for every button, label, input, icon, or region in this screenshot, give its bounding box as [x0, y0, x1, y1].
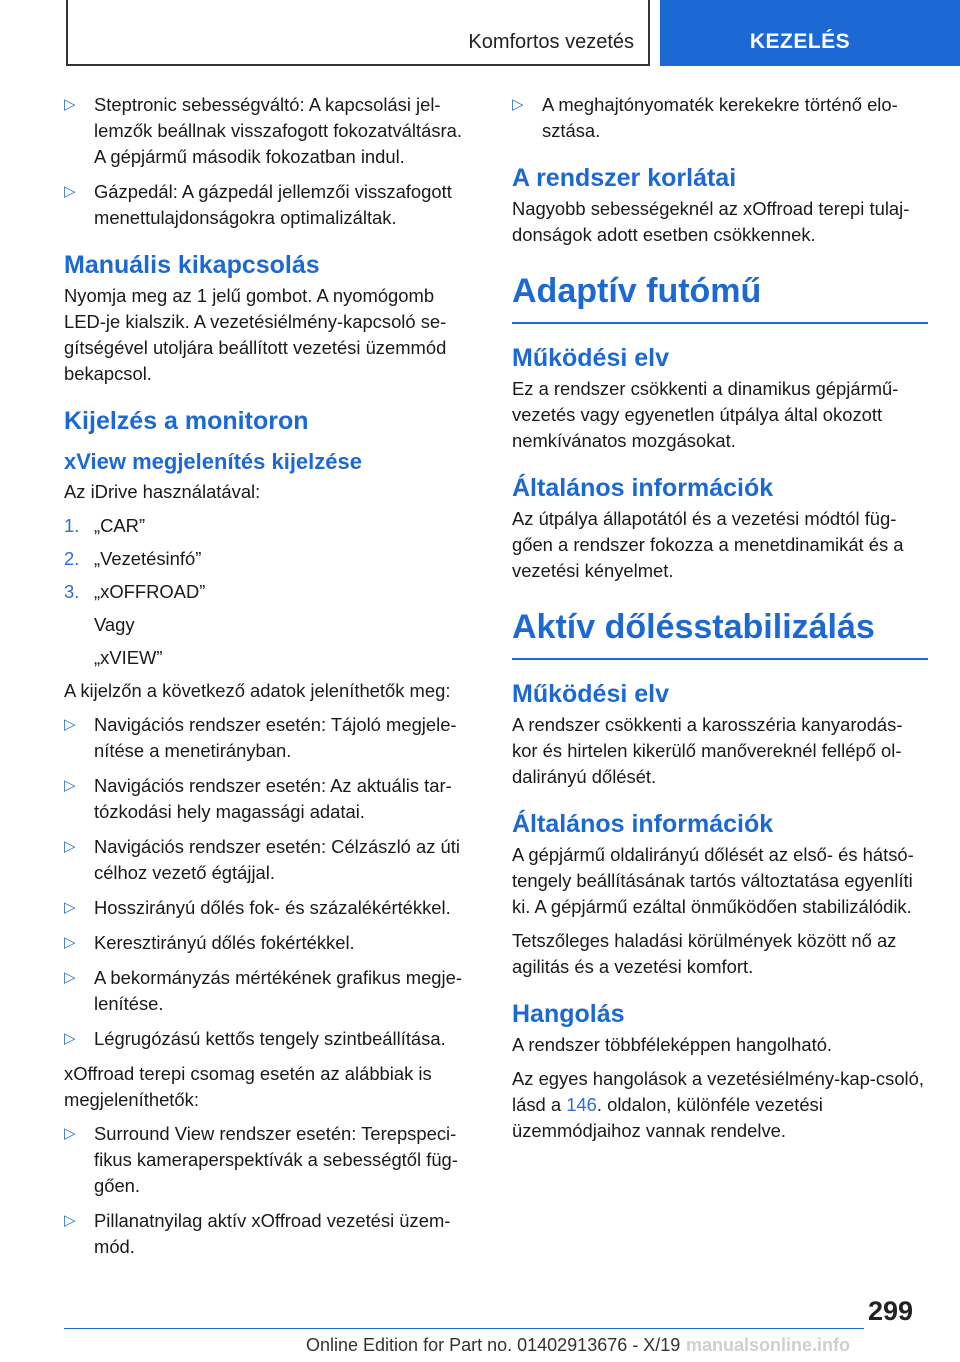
footer-edition-text: Online Edition for Part no. 01402913676 - X/19 [306, 1335, 681, 1355]
paragraph-data: A kijelzőn a következő adatok jeleníthetők meg: [64, 680, 451, 701]
heading-general-1: Általános információk [512, 474, 774, 502]
bullet-item: ▷ Keresztirányú dőlés fokértékkel. [64, 930, 476, 956]
bullet-item: ▷ Navigációs rendszer esetén: Tájoló megjele-nítése a menetirányban. [64, 714, 457, 761]
bullet-item: ▷ Hosszirányú dőlés fok- és százalékértékkel. [64, 895, 476, 921]
heading-adaptive-suspension: Adaptív futómű [512, 270, 928, 324]
right-column [512, 92, 928, 1152]
triangle-bullet-icon: ▷ [64, 1212, 76, 1229]
triangle-bullet-icon: ▷ [64, 899, 76, 916]
bullet-item: ▷ A meghajtónyomaték kerekekre történő elo-sztása. [512, 94, 898, 141]
bullet-item: ▷ Navigációs rendszer esetén: Az aktuális tar-tózkodási hely magassági adatai. [64, 775, 452, 822]
triangle-bullet-icon: ▷ [64, 934, 76, 951]
page-number: 299 [868, 1296, 914, 1326]
step-or: Vagy [94, 614, 135, 635]
step-item: 2. „Vezetésinfó” [64, 548, 202, 569]
step-item: 1. „CAR” [64, 515, 146, 536]
heading-tuning: Hangolás [512, 1000, 625, 1028]
bullet-item: ▷ Navigációs rendszer esetén: Célzászló az úti célhoz vezető égtájjal. [64, 836, 460, 883]
heading-general-2: Általános információk [512, 810, 774, 838]
paragraph-tuning-2: Az egyes hangolások a vezetésiélmény-kap-csoló, lásd a 146. oldalon, különféle vezetési üzemmódjaihoz vannak rendelve. [512, 1068, 924, 1141]
step-xview: „xVIEW” [94, 647, 163, 668]
heading-active-roll-stabilization: Aktív dőlésstabilizálás [512, 606, 928, 660]
bullet-item: ▷ Pillanatnyilag aktív xOffroad vezetési üzem-mód. [64, 1210, 451, 1257]
header-section-tab [660, 0, 960, 66]
paragraph-principle-2: A rendszer csökkenti a karosszéria kanyarodás-kor és hirtelen kikerülő manővereknél fellépő ol-dalirányú dőlését. [512, 714, 903, 787]
header-title-box [66, 0, 650, 66]
paragraph-limits: Nagyobb sebességeknél az xOffroad terepi tulaj-donságok adott esetben csökkennek. [512, 198, 910, 245]
triangle-bullet-icon: ▷ [64, 777, 76, 794]
bullet-item: ▷ A bekormányzás mértékének grafikus megje-lenítése. [64, 967, 462, 1014]
bullet-item: ▷ Légrugózású kettős tengely szintbeállítása. [64, 1026, 476, 1052]
left-column [64, 92, 476, 1269]
watermark: manualsonline.info [686, 1335, 851, 1355]
heading-principle-2: Működési elv [512, 680, 669, 708]
heading-display: Kijelzés a monitoron [64, 407, 309, 435]
paragraph-tuning-1: A rendszer többféleképpen hangolható. [512, 1034, 833, 1055]
triangle-bullet-icon: ▷ [64, 183, 76, 200]
paragraph-general-1: Az útpálya állapotától és a vezetési módtól füg-gően a rendszer fokozza a menetdinamikát és a vezetési kényelmet. [512, 508, 904, 581]
paragraph-manual-off: Nyomja meg az 1 jelű gombot. A nyomógomb LED-je kialszik. A vezetésiélmény-kapcsoló se-gítségével utoljára beállított vezetési üzemmód bekapcsol. [64, 285, 447, 384]
heading-principle-1: Működési elv [512, 344, 669, 372]
paragraph-principle-1: Ez a rendszer csökkenti a dinamikus gépjármű-vezetés vagy egyenetlen útpálya által okozott nemkívánatos mozgásokat. [512, 378, 899, 451]
paragraph-idrive: Az iDrive használatával: [64, 481, 261, 502]
triangle-bullet-icon: ▷ [64, 716, 76, 733]
footer-divider [64, 1328, 864, 1329]
header-section-label: KEZELÉS [749, 30, 851, 53]
page-reference-link[interactable]: 146 [566, 1094, 597, 1115]
triangle-bullet-icon: ▷ [64, 969, 76, 986]
triangle-bullet-icon: ▷ [64, 838, 76, 855]
step-item: 3. „xOFFROAD” [64, 581, 206, 602]
triangle-bullet-icon: ▷ [512, 96, 524, 113]
bullet-item: ▷ Gázpedál: A gázpedál jellemzői visszafogott menettulajdonságokra optimalizáltak. [64, 181, 452, 228]
paragraph-general-2b: Tetszőleges haladási körülmények között nő az agilitás és a vezetési komfort. [512, 930, 897, 977]
paragraph-xoffroad: xOffroad terepi csomag esetén az alábbiak is megjeleníthetők: [64, 1063, 432, 1110]
page-header [0, 0, 960, 66]
triangle-bullet-icon: ▷ [64, 96, 76, 113]
triangle-bullet-icon: ▷ [64, 1125, 76, 1142]
bullet-item: ▷ Steptronic sebességváltó: A kapcsolási jel-lemzők beállnak visszafogott fokozatváltásra. A gépjármű második fokozatban indul. [64, 94, 462, 167]
heading-xview: xView megjelenítés kijelzése [64, 449, 362, 474]
heading-manual-off: Manuális kikapcsolás [64, 251, 320, 279]
paragraph-general-2a: A gépjármű oldalirányú dőlését az első- és hátsó-tengely beállításának tartós változtatása egyenlíti ki. A gépjármű ezáltal önműködően stabilizálódik. [512, 844, 914, 917]
triangle-bullet-icon: ▷ [64, 1030, 76, 1047]
bullet-item: ▷ Surround View rendszer esetén: Terepspeci-fikus kameraperspektívák a sebességtől füg-gően. [64, 1123, 458, 1196]
heading-limits: A rendszer korlátai [512, 164, 737, 192]
header-title: Komfortos vezetés [468, 31, 634, 53]
